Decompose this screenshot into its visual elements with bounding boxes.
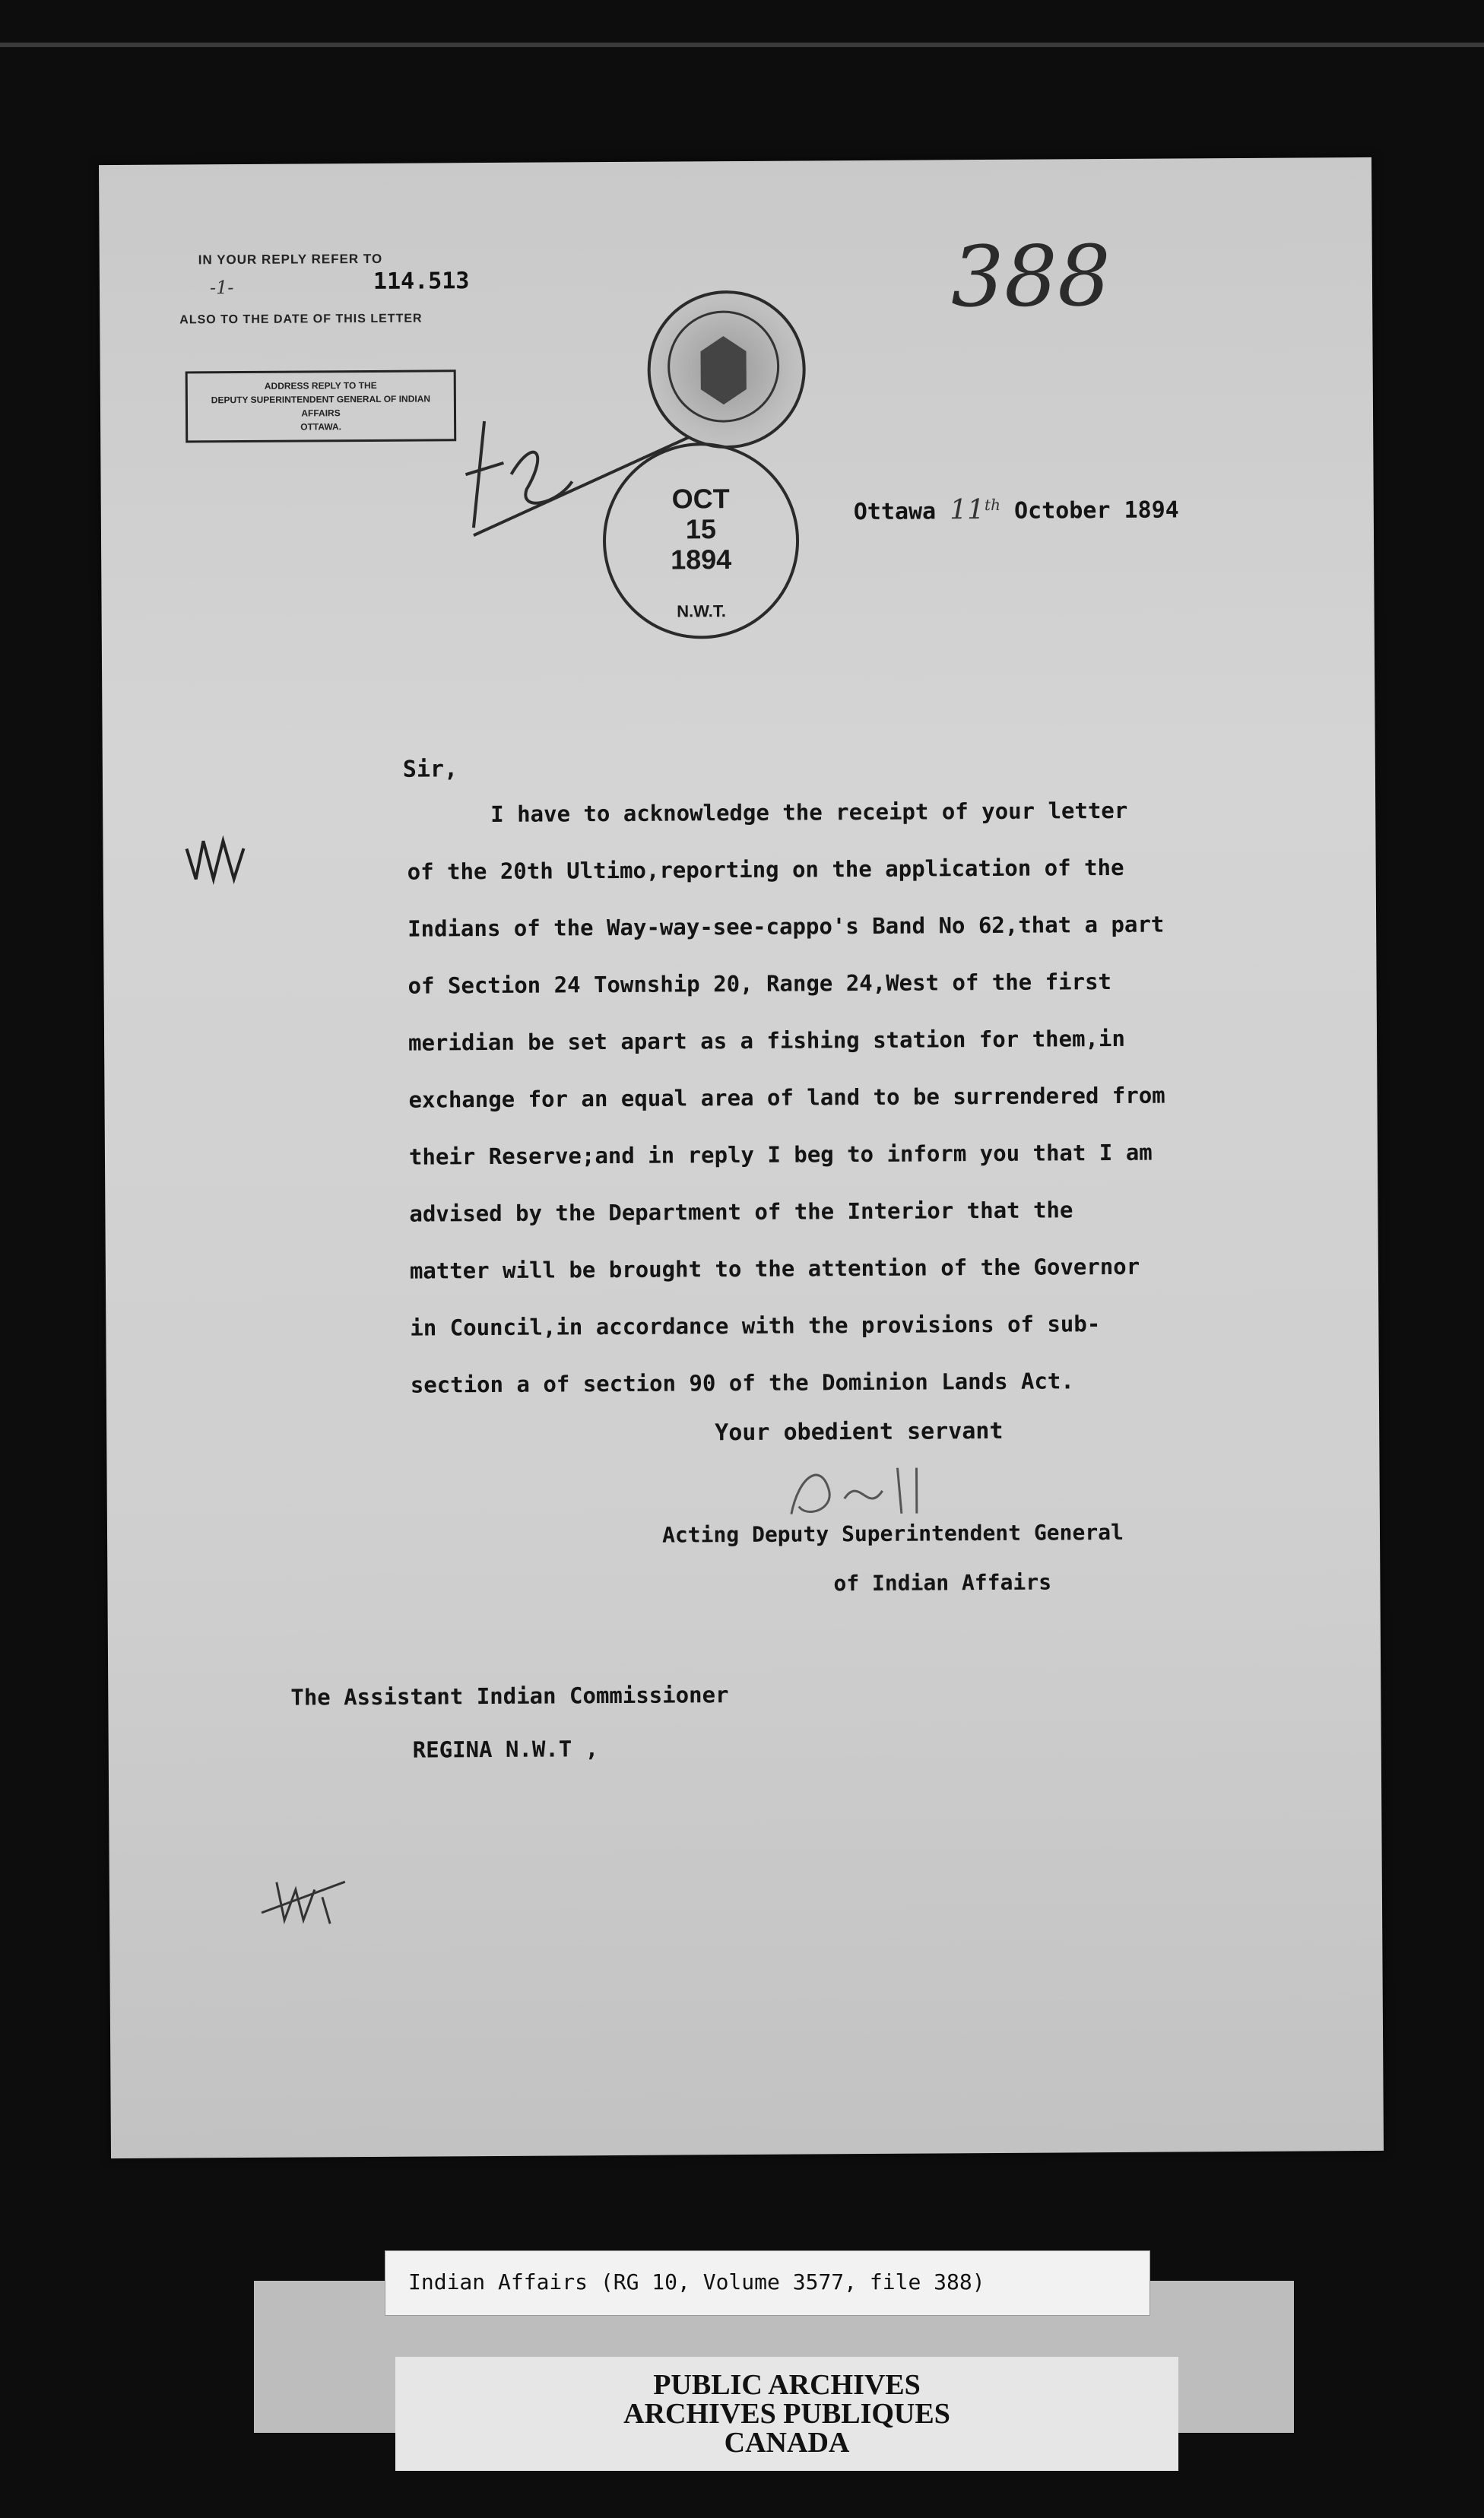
body-line: I have to acknowledge the receipt of your letter	[490, 797, 1128, 828]
body-line: their Reserve;and in reply I beg to inform you that I am	[408, 1139, 1153, 1170]
signature-icon	[775, 1445, 974, 1530]
place-date	[854, 493, 1179, 526]
body-line: exchange for an equal area of land to be surrendered from	[408, 1082, 1165, 1113]
margin-mark-icon	[179, 818, 255, 887]
archive-stamp-line-1: PUBLIC ARCHIVES	[653, 2369, 921, 2401]
body-line: section a of section 90 of the Dominion Lands Act.	[410, 1368, 1074, 1398]
file-number: 114.513	[373, 268, 470, 295]
stamp-year: 1894	[671, 544, 732, 576]
archive-label-text: Indian Affairs (RG 10, Volume 3577, file 388)	[408, 2269, 985, 2294]
address-box	[186, 369, 457, 442]
letter-page	[99, 157, 1384, 2158]
handwritten-file-number: 388	[950, 227, 1111, 326]
stamp-day: 15	[685, 513, 717, 545]
body-line: of the 20th Ultimo,reporting on the application of the	[407, 854, 1124, 885]
initials-icon	[254, 1851, 361, 1936]
closing: Your obedient servant	[715, 1417, 1004, 1447]
body-line: advised by the Department of the Interior that the	[409, 1197, 1073, 1227]
commissioner-stamp	[602, 442, 800, 640]
body-line: in Council,in accordance with the provisions of sub-	[410, 1311, 1101, 1341]
stamp-region: N.W.T.	[677, 601, 727, 621]
also-label: ALSO TO THE DATE OF THIS LETTER	[179, 312, 423, 327]
stamp-month: OCT	[671, 483, 730, 515]
body-line: matter will be brought to the attention of the Governor	[409, 1253, 1140, 1284]
signatory-title-1: Acting Deputy Superintendent General	[661, 1519, 1124, 1548]
archive-label	[385, 2250, 1150, 2316]
date-day-suffix: th	[984, 495, 1001, 515]
date-day: 11	[950, 494, 985, 526]
addressee-line-1: The Assistant Indian Commissioner	[290, 1682, 729, 1711]
body-line: Indians of the Way-way-see-cappo's Band No 62,that a part	[407, 911, 1165, 942]
address-box-line-1: ADDRESS REPLY TO THE	[264, 379, 377, 392]
signatory-title-2: of Indian Affairs	[833, 1569, 1052, 1597]
scanner-edge	[0, 43, 1484, 47]
address-box-line-2: DEPUTY SUPERINTENDENT GENERAL OF INDIAN AFFAIRS	[211, 393, 431, 419]
place: Ottawa	[853, 498, 937, 526]
crest-icon	[647, 290, 800, 443]
body-line: of Section 24 Township 20, Range 24,West of the first	[407, 969, 1112, 999]
department-seal	[647, 290, 806, 449]
body-line: meridian be set apart as a fishing station for them,in	[407, 1025, 1125, 1056]
archive-stamp	[395, 2357, 1178, 2471]
reply-refer-prefix: -1-	[209, 277, 234, 299]
reply-refer-label: IN YOUR REPLY REFER TO	[198, 251, 383, 268]
archive-stamp-line-2: ARCHIVES PUBLIQUES	[623, 2398, 950, 2430]
address-box-line-3: OTTAWA.	[300, 421, 342, 433]
archive-stamp-line-3: CANADA	[724, 2427, 850, 2459]
addressee-line-2: REGINA N.W.T ,	[412, 1736, 599, 1763]
salutation: Sir,	[402, 756, 458, 783]
date-month-year: October 1894	[1013, 496, 1179, 525]
